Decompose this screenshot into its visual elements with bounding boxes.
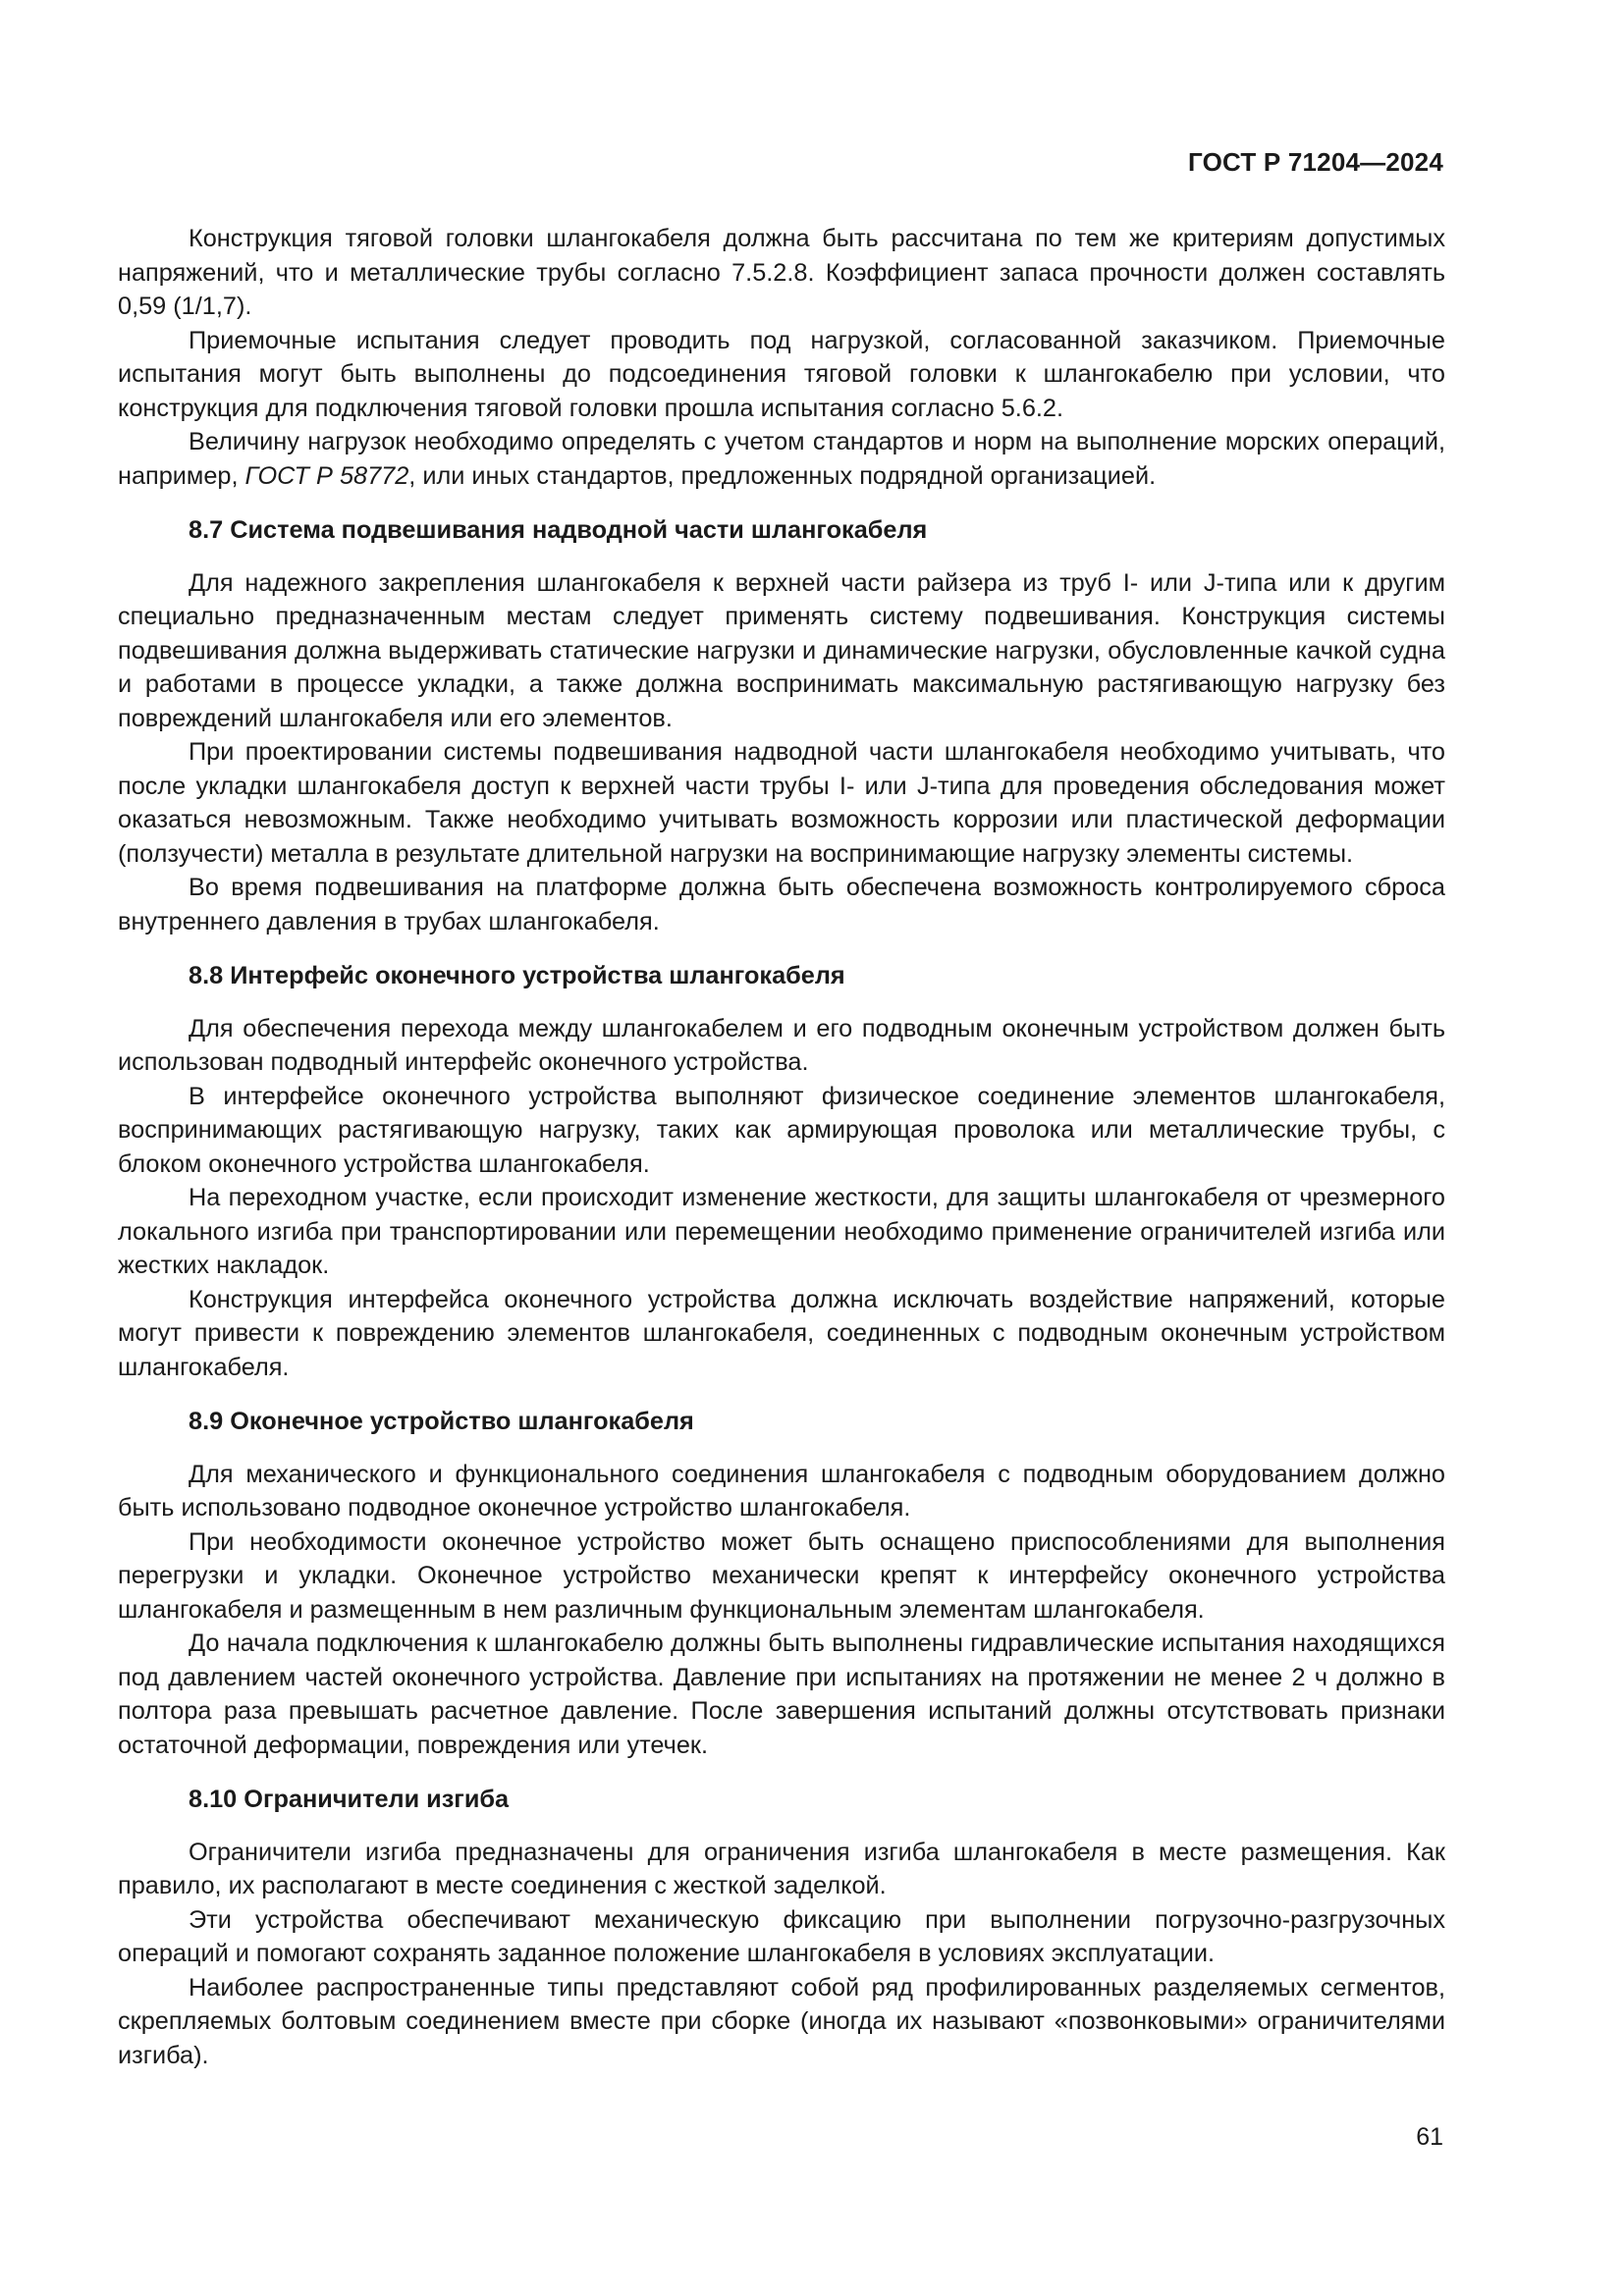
paragraph: В интерфейсе оконечного устройства выполняют физическое соединение элементов шлангокабеля, воспринимающих растягивающую нагрузку, таких как армирующая проволока или металлические трубы, с блоком оконечного устройства шлангокабеля. [118,1082,1445,1178]
paragraph-text: Величину нагрузок необходимо определять с учетом стандартов и норм на выполнение морских операций, например, [118,428,1445,490]
paragraph: Приемочные испытания следует проводить под нагрузкой, согласованной заказчиком. Приемочные испытания могут быть выполнены до подсоединения тяговой головки к шлангокабелю при условии, что конструкция для подключения тяговой головки прошла испытания согласно 5.6.2. [118,326,1445,422]
page-number: 61 [1416,2123,1443,2151]
paragraph: При проектировании системы подвешивания надводной части шлангокабеля необходимо учитывать, что после укладки шлангокабеля доступ к верхней части трубы I- или J-типа для проведения обследования может оказаться невозможным. Также необходимо учитывать возможность коррозии или пластической деформации (ползучести) металла в результате длительной нагрузки на воспринимающие нагрузку элементы системы. [118,738,1445,868]
paragraph: На переходном участке, если происходит изменение жесткости, для защиты шлангокабеля от чрезмерного локального изгиба при транспортировании или перемещении необходимо применение ограничителей изгиба или жестких накладок. [118,1184,1445,1279]
paragraph: Для обеспечения перехода между шлангокабелем и его подводным оконечным устройством должен быть использован подводный интерфейс оконечного устройства. [118,1014,1445,1076]
section-heading-8-7: 8.7 Система подвешивания надводной части шлангокабеля [189,516,928,544]
paragraph: Конструкция интерфейса оконечного устройства должна исключать воздействие напряжений, которые могут привести к повреждению элементов шлангокабеля, соединенных с подводным оконечным устройством шлангокабеля. [118,1285,1445,1381]
paragraph: Для механического и функционального соединения шлангокабеля с подводным оборудованием должно быть использовано подводное оконечное устройство шлангокабеля. [118,1460,1445,1522]
paragraph-text: , или иных стандартов, предложенных подрядной организацией. [408,461,1157,490]
paragraph-with-reference [118,425,1445,493]
paragraph: Ограничители изгиба предназначены для ограничения изгиба шлангокабеля в месте размещения. Как правило, их располагают в месте соединения с жесткой заделкой. [118,1838,1445,1899]
section-heading-8-9: 8.9 Оконечное устройство шлангокабеля [189,1408,694,1435]
standard-reference: ГОСТ Р 58772 [244,461,409,490]
section-heading-8-10: 8.10 Ограничители изгиба [189,1786,510,1813]
paragraph: Эти устройства обеспечивают механическую фиксацию при выполнении погрузочно-разгрузочных операций и помогают сохранять заданное положение шлангокабеля в условиях эксплуатации. [118,1905,1445,1967]
paragraph: При необходимости оконечное устройство может быть оснащено приспособлениями для выполнения перегрузки и укладки. Оконечное устройство механически крепят к интерфейсу оконечного устройства шлангокабеля и размещенным в нем различным функциональным элементам шлангокабеля. [118,1527,1445,1624]
page-content [118,222,1445,2072]
paragraph: До начала подключения к шлангокабелю должны быть выполнены гидравлические испытания находящихся под давлением частей оконечного устройства. Давление при испытаниях на протяжении не менее 2 ч должно в полтора раза превышать расчетное давление. После завершения испытаний должны отсутствовать признаки остаточной деформации, повреждения или утечек. [118,1629,1445,1759]
paragraph: Для надежного закрепления шлангокабеля к верхней части райзера из труб I- или J-типа или к другим специально предназначенным местам следует применять систему подвешивания. Конструкция системы подвешивания должна выдерживать статические нагрузки и динамические нагрузки, обусловленные качкой судна и работами в процессе укладки, а также должна воспринимать максимальную растягивающую нагрузку без повреждений шлангокабеля или его элементов. [118,568,1445,732]
paragraph: Во время подвешивания на платформе должна быть обеспечена возможность контролируемого сброса внутреннего давления в трубах шлангокабеля. [118,874,1445,935]
section-heading-8-8: 8.8 Интерфейс оконечного устройства шлангокабеля [189,962,845,989]
document-code-header: ГОСТ Р 71204—2024 [1188,147,1443,177]
paragraph: Наиболее распространенные типы представляют собой ряд профилированных разделяемых сегментов, скрепляемых болтовым соединением вместе при сборке (иногда их называют «позвонковыми» ограничителями изгиба). [118,1973,1445,2069]
paragraph: Конструкция тяговой головки шлангокабеля должна быть рассчитана по тем же критериям допустимых напряжений, что и металлические трубы согласно 7.5.2.8. Коэффициент запаса прочности должен составлять 0,59 (1/1,7). [118,225,1445,320]
